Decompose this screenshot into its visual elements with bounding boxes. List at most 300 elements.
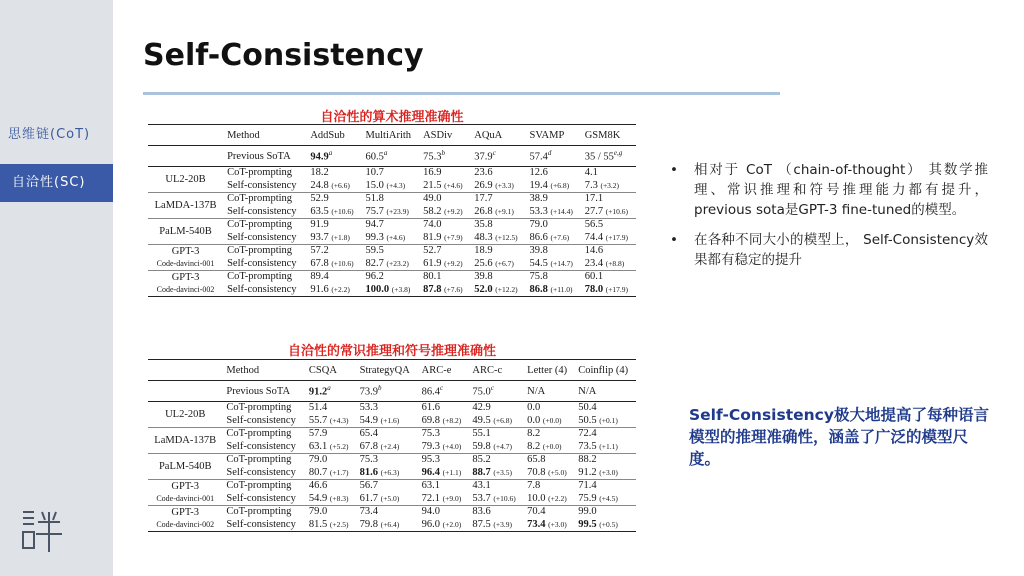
score-cell	[306, 167, 361, 193]
col-header: SVAMP	[525, 125, 580, 146]
method-cell: Previous SoTA	[222, 381, 305, 402]
cot-score: 91.9	[310, 219, 329, 230]
col-header: StrategyQA	[356, 360, 418, 381]
gain-value: (+10.6)	[605, 206, 629, 216]
cot-score: 39.8	[529, 245, 548, 256]
cot-score: 80.1	[423, 271, 442, 282]
sc-score	[309, 519, 352, 532]
sc-score	[578, 467, 632, 480]
score-cell	[419, 219, 470, 245]
score-cell	[523, 402, 574, 428]
gain-value: (+9.1)	[495, 206, 514, 216]
gain-value: (+0.0)	[542, 415, 562, 425]
sc-score	[422, 519, 465, 532]
gain-value: (+3.2)	[600, 180, 620, 190]
model-cell	[148, 402, 222, 428]
sc-value: 69.8	[421, 414, 441, 426]
summary-text: Self-Consistency极大地提高了每种语言模型的推理准确性，涵盖了广泛的模型尺度。	[689, 406, 989, 468]
model-cell	[148, 506, 222, 532]
method-cot: CoT-prompting	[227, 167, 293, 178]
method-cell	[223, 245, 306, 271]
cot-score: 88.2	[578, 454, 597, 465]
sc-score	[309, 493, 352, 506]
score-cell	[468, 454, 523, 480]
sc-score	[527, 519, 570, 532]
sc-score	[310, 284, 357, 297]
sota-value: 91.2	[308, 386, 328, 398]
sc-value: 87.8	[423, 283, 442, 295]
col-header: Method	[222, 360, 305, 381]
cot-score: 53.3	[359, 402, 379, 413]
gain-value: (+5.0)	[380, 493, 400, 503]
sota-cell	[468, 381, 523, 402]
sc-score	[474, 284, 521, 297]
score-cell	[356, 454, 418, 480]
score-cell	[525, 219, 580, 245]
sota-value: 73.9	[359, 386, 379, 398]
model-name: PaLM-540B	[159, 225, 212, 237]
cot-score: 75.8	[529, 271, 548, 282]
score-cell	[468, 428, 523, 454]
sc-value: 87.5	[472, 518, 491, 530]
sc-score	[472, 493, 519, 506]
gain-value: (+23.9)	[386, 206, 409, 216]
cot-score: 7.8	[527, 480, 541, 491]
sc-score	[423, 180, 466, 193]
score-cell	[356, 480, 418, 506]
cot-score: 83.6	[472, 506, 491, 517]
gain-value: (+3.0)	[548, 519, 567, 529]
cot-score: 39.8	[474, 271, 493, 282]
sc-score	[529, 206, 576, 219]
sc-value: 91.6	[310, 283, 329, 295]
sc-value: 78.0	[584, 283, 604, 295]
gain-value: (+1.6)	[380, 415, 400, 425]
sc-score	[529, 258, 576, 271]
sc-score	[310, 180, 357, 193]
gain-value: (+10.6)	[493, 493, 516, 503]
cot-score: 71.4	[578, 480, 597, 491]
model-name: GPT-3	[171, 271, 200, 283]
table2-title: 自洽性的常识推理和符号推理准确性	[287, 344, 496, 359]
method-cot: CoT-prompting	[227, 219, 293, 230]
model-name: UL2-20B	[165, 408, 206, 420]
cot-score: 99.0	[578, 506, 597, 517]
sc-value: 50.5	[578, 414, 597, 426]
sc-value: 80.7	[308, 466, 328, 478]
sc-value: 99.5	[578, 518, 597, 530]
gain-value: (+12.2)	[495, 284, 518, 294]
footnote-mark: a	[328, 149, 333, 158]
gain-value: (+3.0)	[599, 467, 618, 477]
footnote-mark: b	[378, 384, 382, 393]
method-cell	[222, 402, 305, 428]
gain-value: (+1.1)	[599, 441, 618, 451]
gain-value: (+8.3)	[329, 493, 349, 503]
score-cell	[525, 271, 580, 297]
score-cell	[525, 245, 580, 271]
score-cell	[362, 193, 420, 219]
gain-value: (+8.2)	[442, 415, 462, 425]
gain-value: (+4.5)	[599, 493, 618, 503]
sc-value: 54.9	[359, 414, 379, 426]
model-name: UL2-20B	[165, 173, 206, 185]
gain-value: (+3.8)	[391, 284, 411, 294]
model-variant: Code-davinci-002	[156, 284, 215, 294]
score-cell	[418, 480, 469, 506]
method-cot: CoT-prompting	[227, 271, 293, 282]
bullet-list	[668, 160, 988, 280]
sc-score	[422, 467, 465, 480]
sc-value: 96.0	[421, 518, 441, 530]
model-name: GPT-3	[171, 506, 200, 518]
score-cell	[305, 454, 356, 480]
score-cell	[574, 506, 636, 532]
cot-score: 56.5	[584, 219, 604, 230]
col-header: AddSub	[306, 125, 361, 146]
sota-value: 60.5	[365, 151, 384, 163]
sc-value: 61.7	[359, 492, 379, 504]
score-cell	[305, 480, 356, 506]
sc-score	[474, 206, 521, 219]
gain-value: (+6.7)	[495, 258, 514, 268]
gain-value: (+12.5)	[495, 232, 518, 242]
cot-score: 61.6	[421, 402, 441, 413]
score-cell	[306, 193, 361, 219]
sc-value: 26.8	[474, 205, 493, 217]
sc-score	[366, 284, 416, 297]
sc-score	[366, 180, 416, 193]
method-cell	[223, 167, 306, 193]
cot-score: 8.2	[527, 428, 541, 439]
cot-score: 51.4	[308, 402, 328, 413]
logo-icon	[20, 508, 62, 554]
score-cell	[418, 506, 469, 532]
gain-value: (+4.0)	[442, 441, 462, 451]
method-cell	[222, 480, 305, 506]
score-cell	[581, 219, 636, 245]
gain-value: (+9.2)	[444, 206, 463, 216]
sc-score	[366, 258, 416, 271]
footnote-mark: c	[440, 384, 444, 393]
col-header: Letter (4)	[523, 360, 574, 381]
sc-value: 70.8	[527, 466, 546, 478]
col-header: GSM8K	[581, 125, 636, 146]
model-name: PaLM-540B	[158, 460, 212, 472]
sc-score	[585, 180, 632, 193]
sc-value: 53.7	[472, 492, 491, 504]
cot-score: 65.8	[527, 454, 546, 465]
score-cell	[581, 167, 636, 193]
score-cell	[356, 506, 418, 532]
gain-value: (+1.8)	[331, 232, 350, 242]
model-cell	[148, 146, 223, 167]
score-cell	[419, 245, 470, 271]
model-cell	[148, 167, 223, 193]
gain-value: (+6.4)	[380, 519, 400, 529]
sc-score	[474, 180, 521, 193]
cot-score: 72.4	[578, 428, 597, 439]
sc-value: 49.5	[472, 414, 491, 426]
sc-value: 15.0	[365, 179, 384, 191]
score-cell	[419, 193, 470, 219]
gain-value: (+6.8)	[550, 180, 570, 190]
model-cell	[148, 428, 222, 454]
sc-value: 82.7	[365, 257, 384, 269]
sc-value: 26.9	[474, 179, 493, 191]
cot-score: 56.7	[359, 480, 379, 491]
gain-value: (+5.2)	[329, 441, 349, 451]
gain-value: (+2.2)	[548, 493, 567, 503]
score-cell	[418, 428, 469, 454]
sc-value: 75.9	[578, 492, 597, 504]
score-cell	[468, 480, 523, 506]
cot-score: 17.1	[584, 193, 604, 204]
sc-value: 72.1	[421, 492, 441, 504]
sc-value: 79.3	[421, 440, 441, 452]
sc-score	[474, 232, 521, 245]
sc-value: 52.0	[474, 283, 493, 295]
method-cell	[223, 193, 306, 219]
method-sc: Self-consistency	[227, 231, 297, 243]
sc-score	[472, 467, 519, 480]
cot-score: 52.9	[310, 193, 329, 204]
sc-score	[422, 493, 465, 506]
gain-value: (+4.3)	[386, 180, 406, 190]
method-cot: CoT-prompting	[227, 193, 293, 204]
gain-value: (+10.6)	[331, 206, 354, 216]
sc-value: 58.2	[423, 205, 442, 217]
gain-value: (+14.4)	[550, 206, 573, 216]
cot-score: 35.8	[474, 219, 493, 230]
sota-cell	[523, 381, 574, 402]
col-header: MultiArith	[362, 125, 420, 146]
cot-score: 73.4	[359, 506, 379, 517]
score-cell	[470, 193, 525, 219]
model-cell	[148, 271, 223, 297]
col-header: ARC-e	[418, 360, 469, 381]
cot-score: 75.3	[421, 428, 441, 439]
sc-value: 63.1	[308, 440, 328, 452]
score-cell	[470, 245, 525, 271]
sc-value: 23.4	[584, 257, 604, 269]
sc-value: 86.8	[529, 283, 548, 295]
sota-value: 86.4	[421, 386, 441, 398]
cot-score: 75.3	[359, 454, 379, 465]
sc-score	[309, 467, 352, 480]
sota-cell	[362, 146, 420, 167]
score-cell	[418, 454, 469, 480]
sc-score	[309, 415, 352, 428]
model-cell	[148, 381, 222, 402]
cot-score: 4.1	[584, 167, 598, 178]
gain-value: (+1.1)	[442, 467, 462, 477]
sota-value: 94.9	[310, 151, 329, 163]
col-header: CSQA	[305, 360, 356, 381]
score-cell	[305, 402, 356, 428]
score-cell	[525, 167, 580, 193]
score-cell	[581, 271, 636, 297]
sc-score	[529, 232, 576, 245]
sidebar-item-sc[interactable]: 自洽性(SC)	[0, 164, 113, 202]
cot-score: 18.9	[474, 245, 493, 256]
score-cell	[419, 271, 470, 297]
gain-value: (+23.2)	[386, 258, 409, 268]
sota-cell	[356, 381, 418, 402]
sc-value: 10.0	[527, 492, 546, 504]
cot-score: 55.1	[472, 428, 491, 439]
gain-value: (+6.6)	[331, 180, 350, 190]
sc-score	[578, 493, 632, 506]
col-header: Method	[223, 125, 306, 146]
model-variant: Code-davinci-001	[156, 258, 215, 268]
sc-score	[578, 415, 632, 428]
sc-value: 81.5	[308, 518, 328, 530]
footnote-mark: a	[383, 149, 388, 158]
gain-value: (+10.6)	[331, 258, 354, 268]
sc-score	[422, 441, 465, 454]
sota-cell	[305, 381, 356, 402]
sc-value: 86.6	[529, 231, 548, 243]
sc-value: 55.7	[308, 414, 328, 426]
sota-value: 75.3	[423, 151, 442, 163]
sc-value: 54.5	[529, 257, 548, 269]
cot-score: 46.6	[308, 480, 328, 491]
score-cell	[581, 193, 636, 219]
cot-score: 17.7	[474, 193, 493, 204]
method-sc: Self-consistency	[226, 466, 296, 478]
gain-value: (+9.0)	[442, 493, 462, 503]
score-cell	[362, 219, 420, 245]
sc-value: 81.6	[359, 466, 379, 478]
gain-value: (+17.9)	[605, 232, 629, 242]
model-name: LaMDA-137B	[154, 199, 217, 211]
method-cot: CoT-prompting	[226, 402, 292, 413]
sc-score	[360, 467, 414, 480]
col-header-model	[148, 125, 223, 146]
gain-value: (+17.9)	[605, 284, 629, 294]
sc-score	[527, 493, 570, 506]
score-cell	[581, 245, 636, 271]
cot-score: 63.1	[421, 480, 441, 491]
sc-value: 74.4	[584, 231, 604, 243]
cot-score: 79.0	[308, 454, 328, 465]
cot-score: 79.0	[308, 506, 328, 517]
gain-value: (+3.5)	[493, 467, 513, 477]
cot-score: 79.0	[529, 219, 548, 230]
sc-score	[585, 284, 632, 297]
cot-score: 60.1	[584, 271, 604, 282]
footnote-mark: b	[441, 149, 445, 158]
sc-score	[423, 284, 466, 297]
sc-score	[585, 206, 632, 219]
gain-value: (+6.3)	[380, 467, 400, 477]
sc-score	[527, 467, 570, 480]
score-cell	[362, 167, 420, 193]
sc-value: 8.2	[527, 440, 541, 452]
model-name: GPT-3	[171, 480, 200, 492]
cot-score: 38.9	[529, 193, 548, 204]
sc-score	[423, 258, 466, 271]
method-sc: Self-consistency	[227, 205, 297, 217]
model-cell	[148, 454, 222, 480]
gain-value: (+2.2)	[331, 284, 350, 294]
gain-value: (+7.9)	[444, 232, 463, 242]
score-cell	[523, 480, 574, 506]
sc-value: 67.8	[359, 440, 379, 452]
sc-value: 79.8	[359, 518, 379, 530]
score-cell	[470, 219, 525, 245]
score-cell	[362, 245, 420, 271]
bullet-item: • 在各种不同大小的模型上， Self-Consistency效果都有稳定的提升	[668, 230, 988, 270]
sota-value: 75.0	[472, 386, 491, 398]
gain-value: (+5.0)	[548, 467, 567, 477]
model-name: GPT-3	[171, 245, 200, 257]
sc-score	[527, 441, 570, 454]
page-title: Self-Consistency	[143, 38, 424, 73]
score-cell	[523, 454, 574, 480]
method-cell: Previous SoTA	[223, 146, 306, 167]
score-cell	[306, 271, 361, 297]
gain-value: (+14.7)	[550, 258, 573, 268]
sota-value: N/A	[578, 385, 597, 397]
sc-score	[310, 232, 357, 245]
sota-cell	[419, 146, 470, 167]
model-cell	[148, 245, 223, 271]
model-variant: Code-davinci-002	[156, 519, 215, 529]
method-cell	[223, 271, 306, 297]
sc-score	[360, 519, 414, 532]
arithmetic-table	[148, 124, 636, 297]
title-divider	[143, 92, 780, 95]
gain-value: (+3.9)	[493, 519, 513, 529]
sc-score	[472, 441, 519, 454]
cot-score: 23.6	[474, 167, 493, 178]
model-cell	[148, 480, 222, 506]
cot-score: 94.0	[421, 506, 441, 517]
score-cell	[574, 480, 636, 506]
sota-cell	[418, 381, 469, 402]
model-variant: Code-davinci-001	[156, 493, 215, 503]
sidebar-item-cot[interactable]: 思维链(CoT)	[8, 127, 91, 142]
score-cell	[525, 193, 580, 219]
cot-score: 43.1	[472, 480, 491, 491]
gain-value: (+4.6)	[386, 232, 406, 242]
gain-value: (+7.6)	[550, 232, 570, 242]
sc-value: 59.8	[472, 440, 491, 452]
sota-cell	[581, 146, 636, 167]
sc-score	[529, 284, 576, 297]
sc-value: 53.3	[529, 205, 548, 217]
score-cell	[418, 402, 469, 428]
cot-score: 96.2	[365, 271, 384, 282]
gain-value: (+6.8)	[493, 415, 513, 425]
cot-score: 94.7	[365, 219, 384, 230]
sc-score	[578, 441, 632, 454]
sc-value: 93.7	[310, 231, 329, 243]
col-header: Coinflip (4)	[574, 360, 636, 381]
col-header: ASDiv	[419, 125, 470, 146]
cot-score: 85.2	[472, 454, 491, 465]
sc-score	[360, 493, 414, 506]
score-cell	[468, 402, 523, 428]
sc-score	[472, 519, 519, 532]
score-cell	[470, 271, 525, 297]
sidebar	[0, 0, 113, 576]
sota-cell	[525, 146, 580, 167]
cot-score: 65.4	[359, 428, 379, 439]
footnote-mark: e,g	[613, 149, 623, 158]
